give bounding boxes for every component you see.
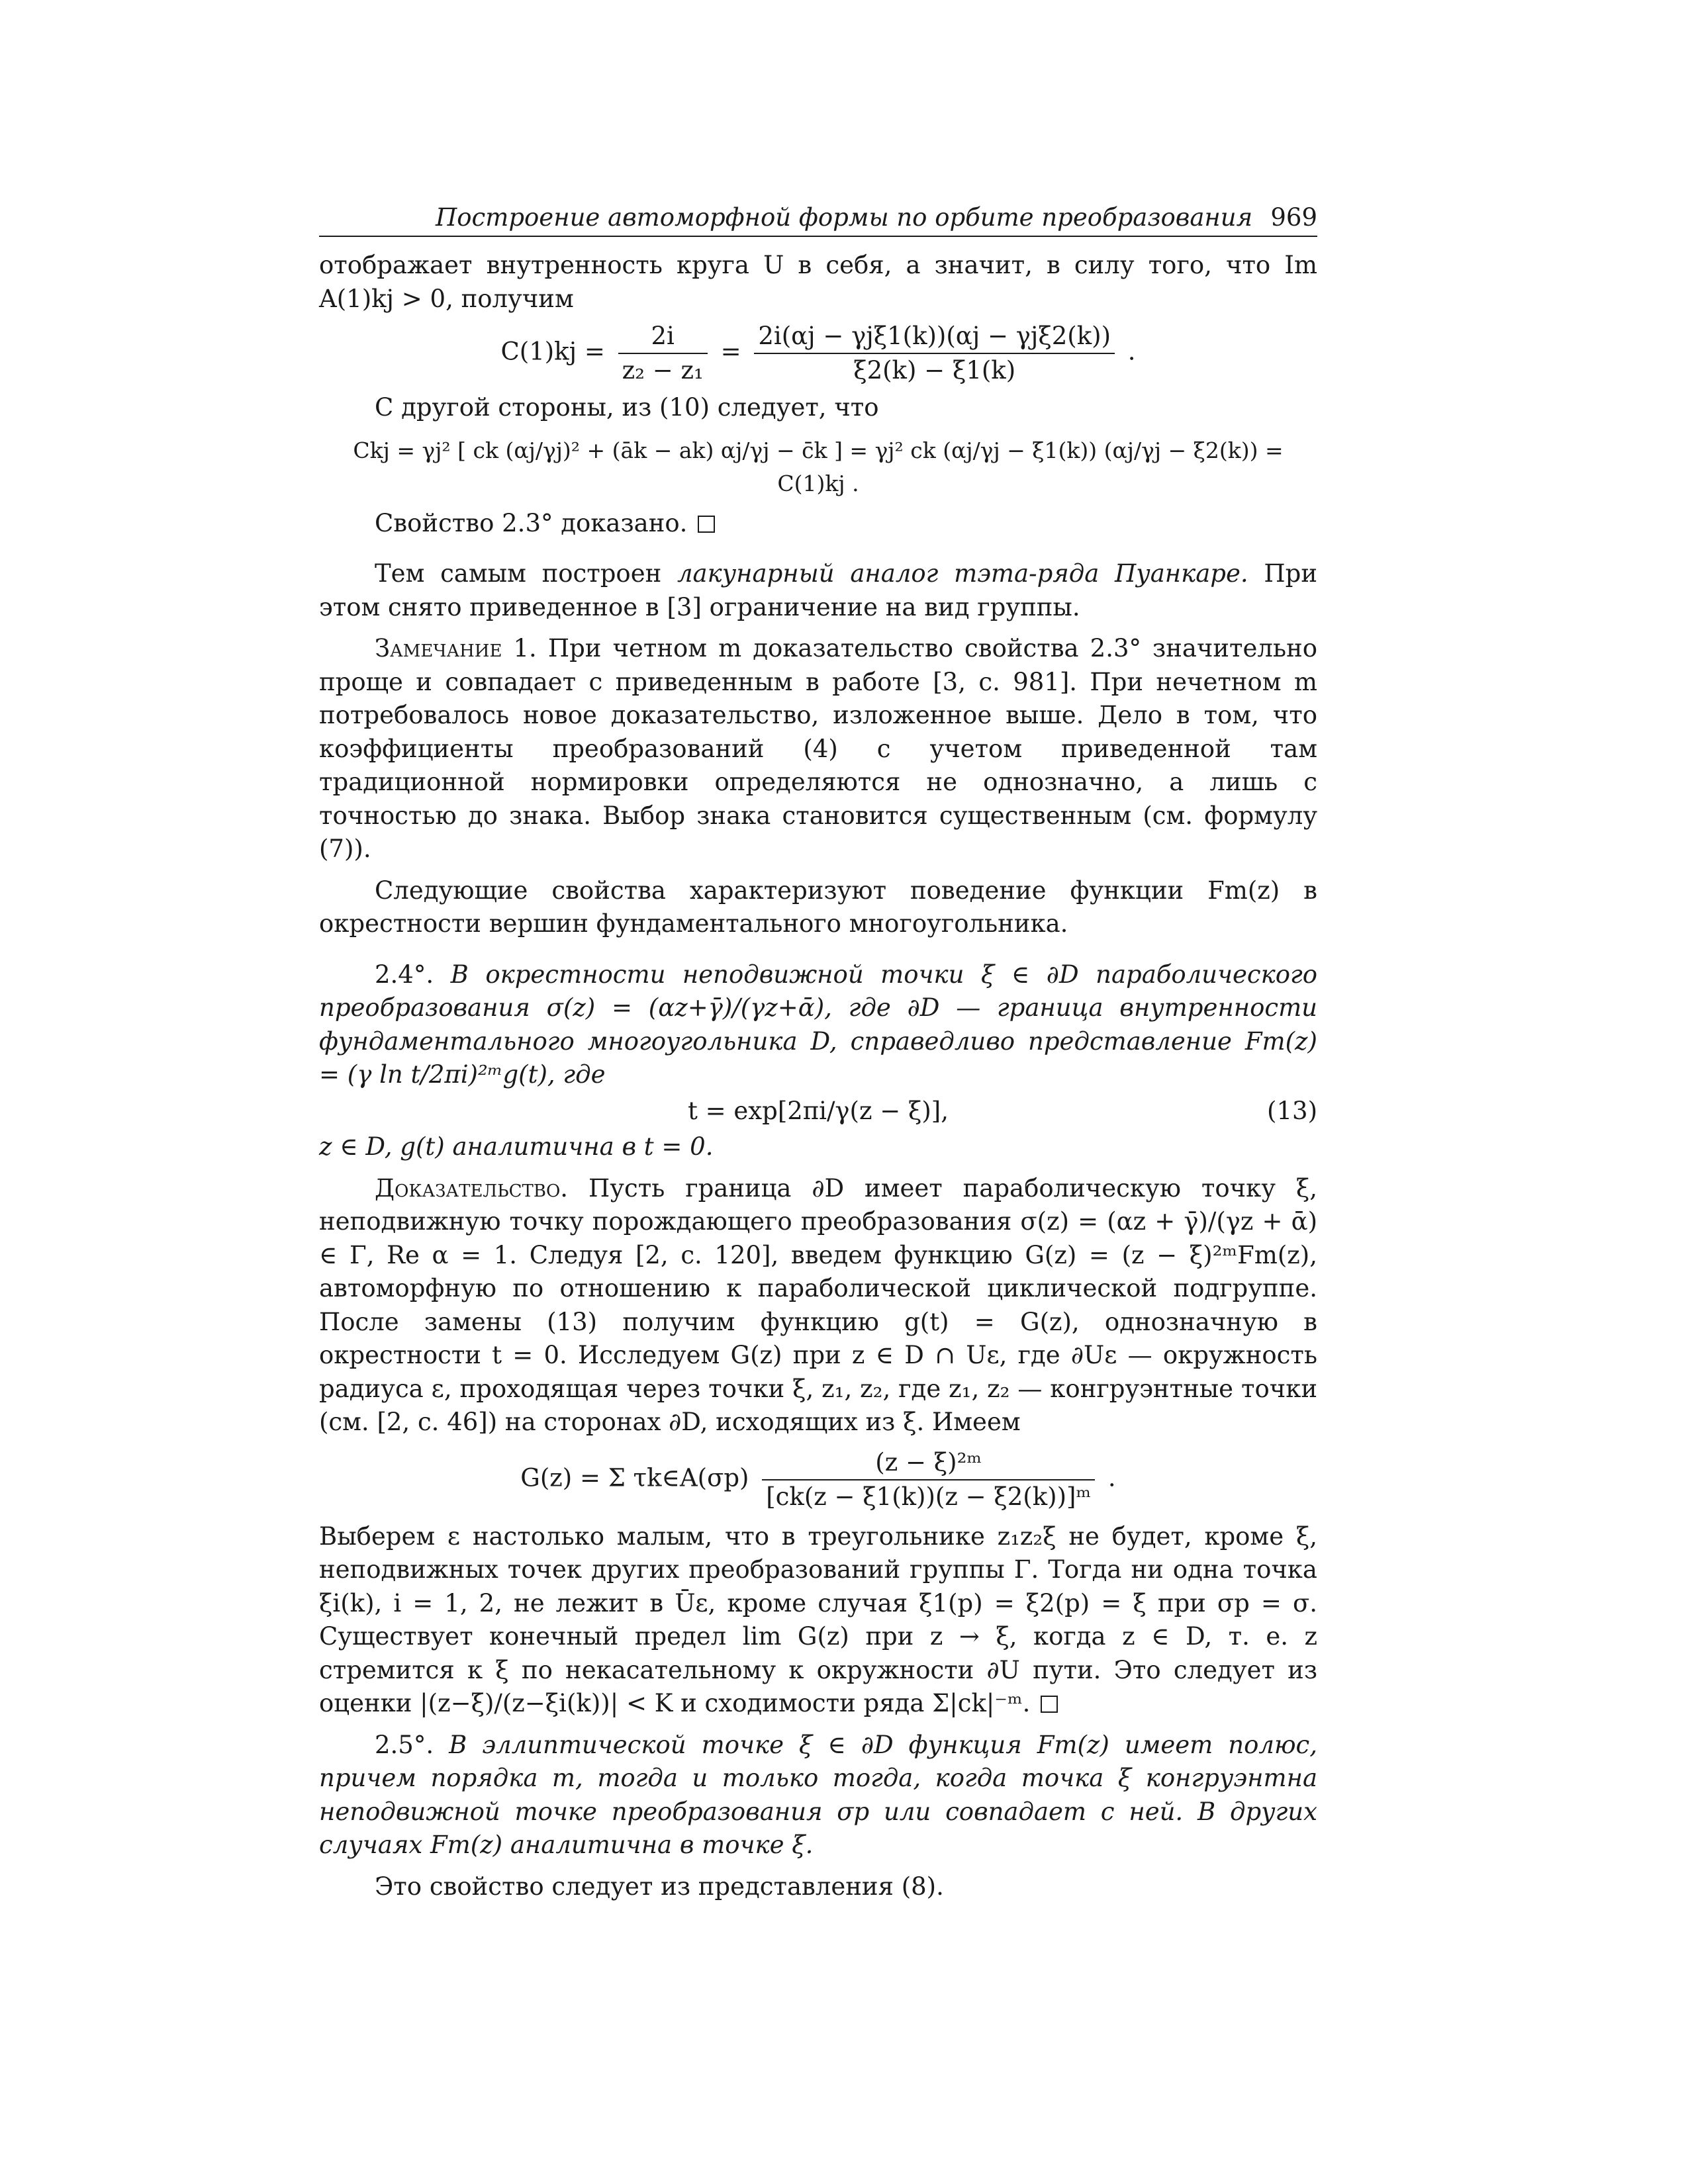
- prop24-label: 2.4°.: [375, 960, 434, 989]
- paragraph-6: z ∈ D, g(t) аналитична в t = 0.: [319, 1132, 714, 1161]
- prop25-label: 2.5°.: [375, 1730, 434, 1759]
- equation-c1kj: [319, 320, 1317, 387]
- property-2-4: [319, 958, 1317, 1092]
- prop25-text: В эллиптической точке ξ ∈ ∂D функция Fm(z) имеет полюс, причем порядка m, тогда и только тогда, когда точка ξ конгруэнтна неподвижной точке преобразования σp или совпадает с ней. В других случаях Fm(z) аналитична в точке ξ.: [319, 1730, 1317, 1859]
- eq1-frac2-numerator: 2i(αj − γjξ1(k))(αj − γjξ2(k)): [754, 320, 1115, 354]
- eq1-frac1-denominator: z₂ − z₁: [622, 356, 704, 385]
- property-proved-text: Свойство 2.3° доказано.: [375, 508, 688, 537]
- page-number: 969: [1270, 203, 1317, 232]
- eq13-formula: t = exp[2πi/γ(z − ξ)],: [687, 1096, 949, 1125]
- paragraph-3: [319, 507, 1317, 541]
- paragraph-8: Это свойство следует из представления (8).: [375, 1872, 944, 1901]
- eq3-period: .: [1107, 1463, 1116, 1492]
- eq1-fraction-1: [618, 320, 708, 387]
- paragraph-7: [319, 1520, 1317, 1721]
- remark-1: [319, 632, 1317, 866]
- proof: [319, 1172, 1317, 1439]
- eq1-period: .: [1127, 337, 1136, 366]
- p7-text: Выберем ε настолько малым, что в треугольнике z₁z₂ξ не будет, кроме ξ, неподвижных точек других преобразований группы Γ. Тогда ни одна точка ξi(k), i = 1, 2, не лежит в Ūε, кроме случая ξ1(p) = ξ2(p) = ξ при σp = σ. Существует конечный предел lim G(z) при z → ξ, когда z ∈ D, т. е. z стремится к ξ по некасательному к окружности ∂U пути. Это следует из оценки |(z−ξ)/(z−ξi(k))| < K и сходимости ряда Σ|ck|⁻ᵐ.: [319, 1522, 1317, 1717]
- paragraph-2: С другой стороны, из (10) следует, что: [375, 393, 879, 422]
- eq1-lhs: C(1)kj =: [500, 337, 605, 366]
- eq1-frac1-numerator: 2i: [618, 320, 708, 354]
- eq3-numerator: (z − ξ)²ᵐ: [762, 1446, 1095, 1480]
- p4-italic: лакунарный аналог тэта-ряда Пуанкаре.: [677, 559, 1248, 588]
- page-body: [319, 199, 1317, 1903]
- eq1-frac2-denominator: ξ2(k) − ξ1(k): [853, 356, 1016, 385]
- running-title: Построение автоморфной формы по орбите преобразования: [436, 203, 1253, 232]
- equation-ckj: Ckj = γj² [ ck (αj/γj)² + (āk − ak) αj/γj − c̄k ] = γj² ck (αj/γj − ξ1(k)) (αj/γj − ξ2(k)) = C(1)kj .: [353, 437, 1284, 496]
- running-header: [319, 199, 1317, 237]
- proof-text: Пусть граница ∂D имеет параболическую точку ξ, неподвижную точку порождающего преобразования σ(z) = (αz + γ̄)/(γz + ᾱ) ∈ Γ, Re α = 1. Следуя [2, с. 120], введем функцию G(z) = (z − ξ)²ᵐFm(z), автоморфную по отношению к параболической циклической подгруппе. После замены (13) получим функцию g(t) = G(z), однозначную в окрестности t = 0. Исследуем G(z) при z ∈ D ∩ Uε, где ∂Uε — окружность радиуса ε, проходящая через точки ξ, z₁, z₂, где z₁, z₂ — конгруэнтные точки (см. [2, с. 46]) на сторонах ∂D, исходящих из ξ. Имеем: [319, 1173, 1317, 1436]
- equation-13: [319, 1095, 1317, 1128]
- eq1-fraction-2: [754, 320, 1115, 387]
- qed-symbol: [698, 516, 715, 533]
- paragraph-4: [319, 557, 1317, 624]
- paragraph-1: отображает внутренность круга U в себя, а значит, в силу того, что Im A(1)kj > 0, получим: [319, 251, 1317, 313]
- eq13-number: (13): [1267, 1096, 1317, 1125]
- p4-end: При этом снято приведенное в [3] ограничение на вид группы.: [319, 559, 1318, 621]
- property-2-5: [319, 1729, 1317, 1862]
- prop24-text: В окрестности неподвижной точки ξ ∈ ∂D параболического преобразования σ(z) = (αz+γ̄)/(γz+ᾱ), где ∂D — граница внутренности фундаментального многоугольника D, справедливо представление Fm(z) = (γ ln t/2πi)²ᵐg(t), где: [319, 960, 1317, 1089]
- remark-label: Замечание 1.: [375, 634, 537, 662]
- eq3-lhs: G(z) = Σ τk∈A(σp): [520, 1463, 749, 1492]
- p4-start: Тем самым построен: [375, 559, 677, 588]
- paragraph-5: Следующие свойства характеризуют поведение функции Fm(z) в окрестности вершин фундаментального многоугольника.: [319, 876, 1317, 938]
- qed-symbol-2: [1041, 1696, 1058, 1713]
- remark-text: При четном m доказательство свойства 2.3° значительно проще и совпадает с приведенным в работе [3, с. 981]. При нечетном m потребовалось новое доказательство, изложенное выше. Дело в том, что коэффициенты преобразований (4) с учетом приведенной там традиционной нормировки определяются не однозначно, а лишь с точностью до знака. Выбор знака становится существенным (см. формулу (7)).: [319, 634, 1318, 863]
- eq3-denominator: [ck(z − ξ1(k))(z − ξ2(k))]ᵐ: [766, 1482, 1092, 1511]
- eq3-fraction: [762, 1446, 1095, 1514]
- equation-gz: [319, 1446, 1317, 1514]
- eq1-equals: =: [720, 337, 741, 366]
- proof-label: Доказательство.: [375, 1173, 569, 1203]
